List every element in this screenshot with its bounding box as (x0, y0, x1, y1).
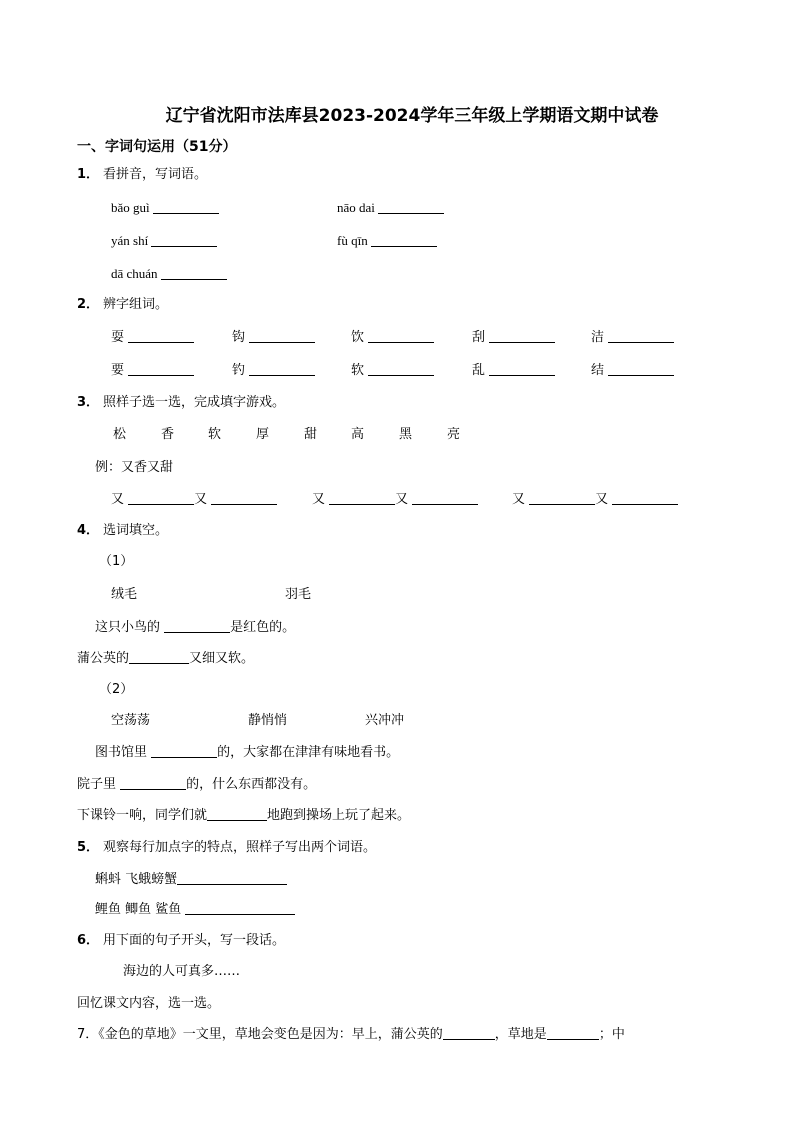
question-number: 1． (77, 167, 100, 182)
question-text: 用下面的句子开头，写一段话。 (103, 933, 286, 948)
answer-blank[interactable] (529, 490, 595, 505)
pinyin-item: nāo dai (337, 198, 444, 218)
fill-pair: 又 又 (512, 490, 678, 510)
question-number: 2． (77, 297, 100, 312)
answer-blank[interactable] (371, 232, 437, 247)
char-item: 钓 (232, 361, 315, 381)
char-item: 结 (591, 361, 674, 381)
word-option: 厚 (256, 427, 270, 442)
word-option: 软 (208, 427, 222, 442)
question-number: 4． (77, 523, 100, 538)
subpart-label: （1） (99, 554, 134, 569)
example-text: 例：又香又甜 (95, 460, 174, 475)
answer-blank[interactable] (151, 232, 217, 247)
answer-blank[interactable] (547, 1025, 599, 1040)
answer-blank[interactable] (368, 361, 434, 376)
answer-blank[interactable] (378, 199, 444, 214)
answer-blank[interactable] (129, 649, 189, 664)
char-item: 乱 (472, 361, 555, 381)
answer-blank[interactable] (412, 490, 478, 505)
char-item: 软 (351, 361, 434, 381)
answer-blank[interactable] (612, 490, 678, 505)
pinyin-item: fù qīn (337, 231, 437, 251)
answer-blank[interactable] (161, 265, 227, 280)
char-item: 洁 (591, 328, 674, 348)
answer-blank[interactable] (608, 361, 674, 376)
answer-blank[interactable] (207, 806, 267, 821)
word-option: 甜 (304, 427, 318, 442)
question-1 (77, 165, 207, 185)
answer-blank[interactable] (164, 618, 230, 633)
instruction-text: 回忆课文内容，选一选。 (77, 996, 221, 1011)
char-item: 饮 (351, 328, 434, 348)
word-row: 鲤鱼 鲫鱼 鲨鱼 (95, 900, 295, 920)
answer-blank[interactable] (153, 199, 219, 214)
word-option: 高 (351, 427, 365, 442)
fill-pair: 又 又 (111, 490, 277, 510)
char-item: 钩 (232, 328, 315, 348)
answer-blank[interactable] (329, 490, 395, 505)
question-text: 看拼音，写词语。 (103, 167, 208, 182)
pinyin-item: dā chuán (111, 264, 227, 284)
answer-blank[interactable] (177, 870, 287, 885)
sentence: 这只小鸟的 是红色的。 (95, 620, 296, 635)
section-heading: 一、字词句运用（51分） (77, 139, 237, 155)
char-item: 刮 (472, 328, 555, 348)
word-option: 亮 (447, 427, 461, 442)
question-4 (77, 521, 168, 541)
answer-blank[interactable] (443, 1025, 495, 1040)
word-option: 空荡荡 (111, 713, 151, 728)
question-text: 选词填空。 (103, 523, 169, 538)
subpart-label: （2） (99, 682, 134, 697)
word-option: 香 (161, 427, 175, 442)
answer-blank[interactable] (128, 361, 194, 376)
word-option: 羽毛 (285, 587, 312, 602)
question-6 (77, 931, 285, 951)
pinyin-item: yán shí (111, 231, 217, 251)
answer-blank[interactable] (489, 328, 555, 343)
char-item: 要 (111, 361, 194, 381)
question-7: 7．《金色的草地》一文里，草地会变色是因为：早上，蒲公英的 ，草地是 ；中 (77, 1027, 625, 1042)
question-text: 辨字组词。 (103, 297, 169, 312)
answer-blank[interactable] (249, 328, 315, 343)
answer-blank[interactable] (185, 900, 295, 915)
answer-blank[interactable] (120, 775, 186, 790)
answer-blank[interactable] (368, 328, 434, 343)
question-number: 3． (77, 395, 100, 410)
question-text: 观察每行加点字的特点，照样子写出两个词语。 (103, 840, 377, 855)
question-5 (77, 838, 376, 858)
word-option: 静悄悄 (248, 713, 288, 728)
sentence: 院子里 的，什么东西都没有。 (77, 777, 317, 792)
word-option: 绒毛 (111, 587, 138, 602)
char-item: 耍 (111, 328, 194, 348)
answer-blank[interactable] (128, 328, 194, 343)
answer-blank[interactable] (128, 490, 194, 505)
page-title: 辽宁省沈阳市法库县2023-2024学年三年级上学期语文期中试卷 (165, 106, 659, 126)
word-option: 松 (113, 427, 127, 442)
word-option: 兴冲冲 (365, 713, 405, 728)
question-number: 6． (77, 933, 100, 948)
answer-blank[interactable] (249, 361, 315, 376)
word-option: 黑 (399, 427, 413, 442)
sentence-starter: 海边的人可真多…… (123, 964, 241, 979)
sentence: 下课铃一响，同学们就 地跑到操场上玩了起来。 (77, 808, 411, 823)
fill-pair: 又 又 (312, 490, 478, 510)
word-row: 蝌蚪 飞蛾螃蟹 (95, 870, 287, 890)
answer-blank[interactable] (608, 328, 674, 343)
question-number: 5． (77, 840, 100, 855)
pinyin-item: bǎo guì (111, 198, 219, 218)
sentence: 蒲公英的 又细又软。 (77, 651, 255, 666)
question-2 (77, 295, 168, 315)
question-3 (77, 393, 285, 413)
sentence: 图书馆里 的，大家都在津津有味地看书。 (95, 745, 400, 760)
answer-blank[interactable] (489, 361, 555, 376)
question-text: 照样子选一选，完成填字游戏。 (103, 395, 286, 410)
answer-blank[interactable] (151, 743, 217, 758)
answer-blank[interactable] (211, 490, 277, 505)
